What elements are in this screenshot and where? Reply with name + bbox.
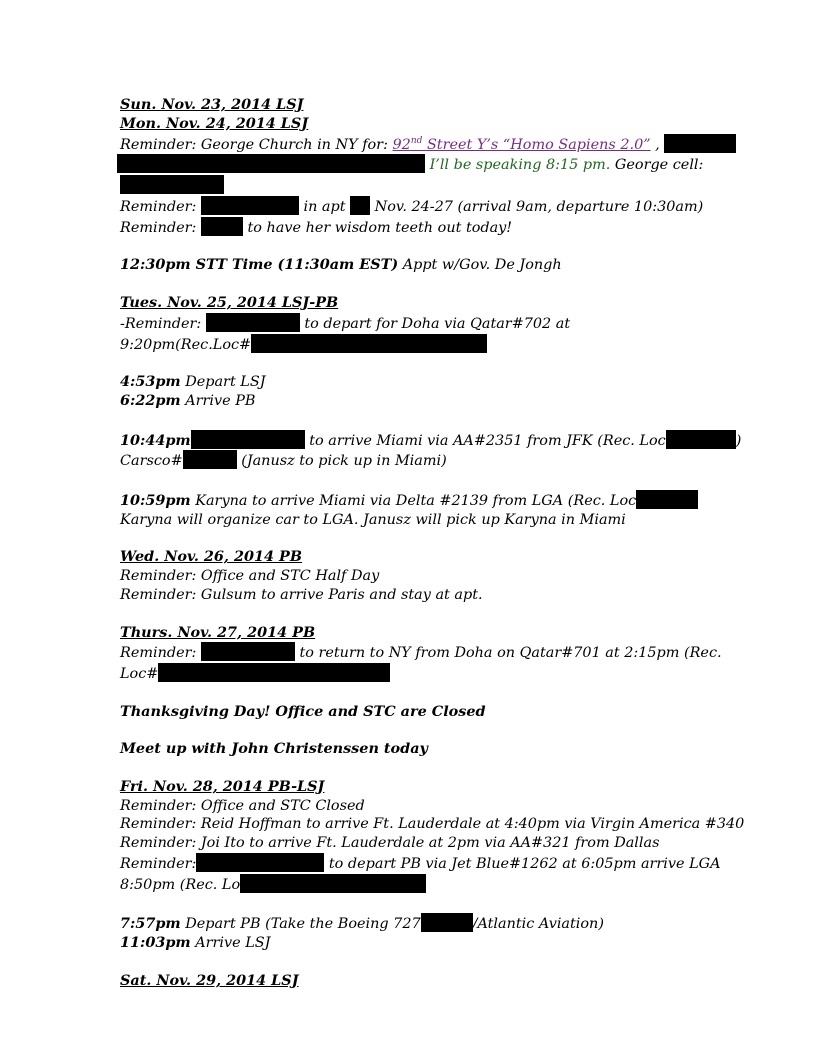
redaction-block (183, 450, 237, 469)
schedule-line: Carsco# (Janusz to pick up in Miami) (120, 450, 720, 471)
redaction-block (196, 853, 324, 872)
schedule-line: 6:22pm Arrive PB (120, 391, 256, 409)
redaction-block (120, 175, 224, 194)
redaction-block (251, 334, 487, 353)
event-link[interactable]: 92nd Street Y’s “Homo Sapiens 2.0” (392, 135, 651, 153)
date-heading: Tues. Nov. 25, 2014 LSJ-PB (120, 293, 339, 311)
date-heading: Fri. Nov. 28, 2014 PB-LSJ (120, 777, 325, 795)
meeting-line: Meet up with John Christenssen today (120, 740, 428, 758)
date-heading: Wed. Nov. 26, 2014 PB (120, 548, 303, 566)
schedule-line: 4:53pm Depart LSJ (120, 373, 266, 391)
schedule-line: 10:59pm Karyna to arrive Miami via Delta #2139 from LGA (Rec. Loc (120, 490, 720, 511)
reminder-line: -Reminder: to depart for Doha via Qatar#702 at (120, 313, 720, 334)
date-heading: Sun. Nov. 23, 2014 LSJ (120, 96, 304, 113)
date-heading: Mon. Nov. 24, 2014 LSJ (120, 114, 309, 132)
reminder-line: Reminder: Office and STC Half Day (120, 568, 380, 585)
redaction-block (636, 490, 698, 509)
redaction-block (158, 663, 390, 682)
redaction-block (206, 313, 300, 332)
redaction-block (201, 642, 295, 661)
redaction-block (117, 154, 425, 173)
reminder-line: Reminder: to have her wisdom teeth out today! (120, 217, 720, 238)
reminder-line: Reminder: Gulsum to arrive Paris and stay at apt. (120, 586, 483, 603)
reminder-line: Reminder: to depart PB via Jet Blue#1262 at 6:05pm arrive LGA (120, 853, 720, 874)
redacted-line (120, 175, 720, 196)
reminder-line: Reminder: Office and STC Closed (120, 797, 365, 814)
reminder-line: 8:50pm (Rec. Lo (120, 874, 720, 895)
redaction-block (350, 196, 370, 215)
reminder-line: Reminder: Reid Hoffman to arrive Ft. Lauderdale at 4:40pm via Virgin America #340 (120, 816, 745, 833)
date-heading: Thurs. Nov. 27, 2014 PB (120, 623, 316, 641)
redaction-block (664, 134, 736, 153)
schedule-line: 7:57pm Depart PB (Take the Boeing 727 /Atlantic Aviation) (120, 915, 604, 933)
date-heading: Sat. Nov. 29, 2014 LSJ (120, 971, 299, 989)
redaction-block (240, 874, 426, 893)
reminder-line: 9:20pm(Rec.Loc# (120, 334, 720, 355)
note-line: Karyna will organize car to LGA. Janusz will pick up Karyna in Miami (120, 511, 626, 528)
redaction-block (666, 430, 736, 449)
reminder-line: I’ll be speaking 8:15 pm. George cell: (117, 154, 720, 175)
itinerary-document (120, 96, 745, 991)
schedule-line: 10:44pm to arrive Miami via AA#2351 from JFK (Rec. Loc ) (120, 431, 742, 449)
reminder-line: Reminder: in apt Nov. 24-27 (arrival 9am, departure 10:30am) (120, 196, 720, 217)
reminder-line: Reminder: Joi Ito to arrive Ft. Lauderdale at 2pm via AA#321 from Dallas (120, 835, 660, 852)
holiday-line: Thanksgiving Day! Office and STC are Closed (120, 702, 486, 720)
reminder-line: Loc# (120, 663, 720, 684)
reminder-line: Reminder: to return to NY from Doha on Qatar#701 at 2:15pm (Rec. (120, 642, 720, 663)
redaction-block (191, 430, 305, 449)
redaction-block (201, 217, 243, 236)
redaction-block (421, 913, 473, 932)
appointment-line: 12:30pm STT Time (11:30am EST) Appt w/Gov. De Jongh (120, 256, 562, 274)
reminder-line: Reminder: George Church in NY for: 92nd Street Y’s “Homo Sapiens 2.0” , (120, 134, 720, 155)
schedule-line: 11:03pm Arrive LSJ (120, 934, 271, 952)
redaction-block (201, 196, 299, 215)
